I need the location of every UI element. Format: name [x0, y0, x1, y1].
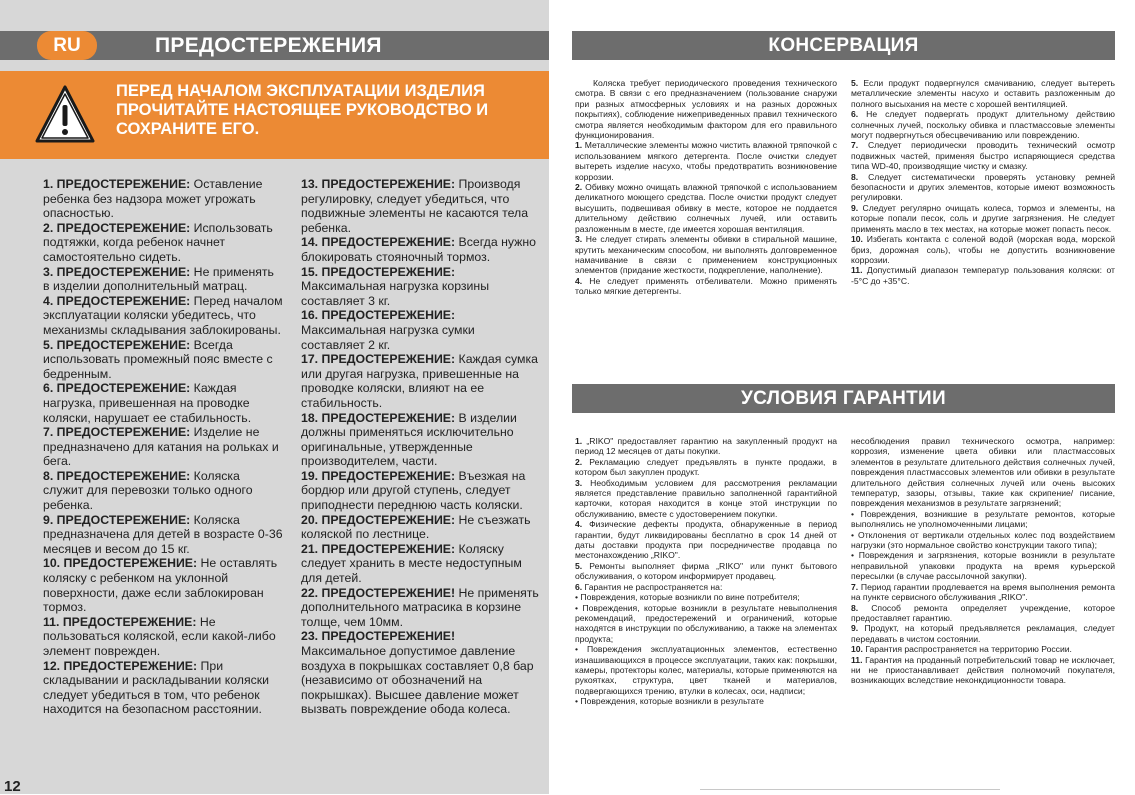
list-item — [575, 561, 837, 582]
warning-triangle-icon — [33, 83, 97, 147]
list-item-label: 22. ПРЕДОСТЕРЕЖЕНИЕ! — [301, 585, 456, 600]
list-item-text: • Повреждения, возникшие в результате ремонтов, которые выполнялись не уполномоченными лицами; — [851, 508, 1115, 530]
list-item-text: • Отклонения от вертикали отдельных колес под воздействием нагрузки (это нормальное свойство конструкции такого типа); — [851, 529, 1115, 551]
warnings-column-2 — [301, 177, 541, 717]
list-item-text: Обивку можно очищать влажной тряпочкой с использованием деликатного моющего средства. После очистки продукт следует высушить, подвешивая обивку в месте, которое не поддается длительному действию солнечных лучей, или оставить разложенным в месте, где имеется хорошая вентиляция. — [575, 182, 837, 234]
list-item-label: 11. ПРЕДОСТЕРЕЖЕНИЕ: — [43, 614, 197, 629]
list-item-text: Всегда нужно блокировать стояночный тормоз. — [301, 235, 537, 264]
list-item — [575, 78, 837, 140]
list-item-text: Максимальное допустимое давление воздуха в покрышках составляет 0,8 бар (независимо от обозначений на покрышках). Высшее давление может вызвать повреждение обода колеса. — [301, 644, 534, 717]
list-item-text: Рекламацию следует предъявлять в пункте продажи, в котором был закуплен продукт. — [575, 456, 837, 478]
list-item-text: • Повреждения и загрязнения, которые возникли в результате неправильной упаковки продукта на время курьерской пересылки (в случае рассылочной закупки). — [851, 550, 1115, 582]
list-item-text: Гарантия не распространяется на: — [582, 581, 723, 592]
list-item-text: В изделии должны применяться исключительно оригинальные, утвержденные производителем, части. — [301, 410, 517, 469]
list-item — [43, 177, 283, 221]
list-item-label: 5. — [851, 78, 859, 88]
maintenance-title: КОНСЕРВАЦИЯ — [572, 31, 1115, 60]
list-item-text: Гарантия на проданный потребительский товар не исключает, ни не приостанавливает действия полномочий покупателя, возникающих вследствие неконкдиционности товара. — [851, 654, 1115, 686]
list-item-text: Способ ремонта определяет учреждение, которое предоставляет гарантию. — [851, 602, 1115, 623]
list-item — [575, 478, 837, 520]
list-item — [575, 519, 837, 561]
list-item — [851, 655, 1115, 686]
list-item — [575, 182, 837, 234]
list-item — [43, 294, 283, 338]
list-item — [851, 265, 1115, 286]
list-item — [301, 177, 541, 235]
list-item-text: Всегда использовать промежный пояс вместе с бедренным. — [43, 337, 273, 381]
warranty-column-1 — [575, 436, 837, 707]
list-item-text: Допустимый диапазон температур пользования коляски: от -5°C до +35°C. — [851, 265, 1115, 286]
list-item — [575, 436, 837, 457]
list-item-label: 10. ПРЕДОСТЕРЕЖЕНИЕ: — [43, 556, 198, 571]
list-item-label: 4. — [575, 519, 583, 530]
list-item — [575, 603, 837, 645]
list-item-text: Не следует стирать элементы обивки в стиральной машине, крутить механическим способом, ни выполнять долговременное намачивание в связи с применением конструкционных элементов (придание жесткости, подкрепление, наполнение). — [575, 234, 837, 276]
list-item-text: Въезжая на бордюр или другой ступень, следует приподнести переднюю часть коляски. — [301, 468, 526, 513]
list-item-label: 5. — [575, 560, 583, 571]
list-item — [301, 308, 541, 352]
list-item — [43, 556, 283, 614]
list-item-text: Ремонты выполняет фирма „RIKO" или пункт бытового обслуживания, о котором информирует продавец. — [575, 560, 837, 582]
list-item-label: 9. — [851, 623, 859, 634]
list-item — [575, 457, 837, 478]
list-item — [301, 513, 541, 542]
list-item-text: • Повреждения эксплуатационных элементов, естественно изнашивающихся в процессе эксплуатации, таких как: покрышки, камеры, протекторы колес, материалы, которые применяются на рукоятках, структура, цвет тканей и материалов, подвергающихся трению, втулки в колесах, оси, надписи; — [575, 644, 837, 696]
list-item-label: 8. — [851, 171, 859, 182]
list-item-label: 6. — [851, 109, 859, 120]
list-item — [575, 592, 837, 602]
list-item-label: 21. ПРЕДОСТЕРЕЖЕНИЕ: — [301, 541, 456, 556]
list-item — [851, 78, 1115, 109]
list-item — [575, 234, 837, 276]
list-item-label: 11. — [851, 654, 863, 665]
list-item-label: 7. ПРЕДОСТЕРЕЖЕНИЕ: — [43, 425, 191, 440]
list-item-label: 8. ПРЕДОСТЕРЕЖЕНИЕ: — [43, 468, 191, 483]
list-item-label: 23. ПРЕДОСТЕРЕЖЕНИЕ! — [301, 629, 456, 644]
list-item — [301, 411, 541, 469]
list-item-label: 10. — [851, 234, 863, 245]
list-item-text: Не применять дополнительного матрасика в корзине толще, чем 10мм. — [301, 585, 539, 629]
list-item — [575, 140, 837, 182]
list-item — [301, 542, 541, 586]
warranty-column-2 — [851, 436, 1115, 686]
list-item-text: • Повреждения, которые возникли по вине потребителя; — [575, 592, 800, 603]
list-item-text: Оставление ребенка без надзора может угрожать опасностью. — [43, 177, 263, 221]
list-item-label: 14. ПРЕДОСТЕРЕЖЕНИЕ: — [301, 235, 456, 250]
list-item-text: Максимальная нагрузка сумки составляет 2 кг. — [301, 322, 475, 352]
list-item-label: 2. — [575, 182, 583, 193]
list-item — [575, 644, 837, 696]
list-item — [43, 221, 283, 265]
list-item-label: 12. ПРЕДОСТЕРЕЖЕНИЕ: — [43, 658, 198, 673]
list-item-text: Избегать контакта с соленой водой (морская вода, морской бриз, дорожная соль), чтобы не допустить возникновение коррозии. — [851, 234, 1115, 265]
list-item-label: 10. — [851, 644, 863, 655]
list-item-label: 4. ПРЕДОСТЕРЕЖЕНИЕ: — [43, 293, 191, 308]
list-item — [43, 469, 283, 513]
list-item-label: 8. — [851, 602, 859, 613]
list-item-text: Коляска предназначена для детей в возрасте 0-36 месяцев и весом до 15 кг. — [43, 512, 283, 556]
list-item-text: Период гарантии продлевается на время выполнения ремонта на пункте сервисного обслуживания „RIKO". — [851, 581, 1115, 603]
list-item — [301, 469, 541, 513]
warning-banner-text: ПЕРЕД НАЧАЛОМ ЭКСПЛУАТАЦИИ ИЗДЕЛИЯ ПРОЧИТАЙТЕ НАСТОЯЩЕЕ РУКОВОДСТВО И СОХРАНИТЕ ЕГО. — [116, 82, 489, 138]
list-item-label: 19. ПРЕДОСТЕРЕЖЕНИЕ: — [301, 468, 456, 483]
list-item — [43, 338, 283, 382]
list-item — [301, 352, 541, 410]
list-item-label: 1. — [575, 436, 583, 446]
list-item-text: Коляска служит для перевозки только одного ребенка. — [43, 468, 253, 513]
list-item — [301, 629, 541, 717]
list-item — [301, 586, 541, 630]
list-item-text: Максимальная нагрузка корзины составляет 3 кг. — [301, 279, 490, 308]
list-item-text: Следует периодически проводить технический осмотр подвижных частей, применяя быстро испаряющиеся средства типа WD-40, производящие чистку и смазку. — [851, 140, 1115, 172]
list-item-text: Коляска требует периодического проведения технического смотра. В связи с его предназначением (пользование снаружи при разных атмосферных условиях и на разных дорожных покрытиях), соблюдение нижеприведенных правил технического смотра является необходимым фактором для его правильного функционирования. — [575, 78, 837, 141]
list-item — [851, 644, 1115, 654]
list-item-text: Не следует применять отбеливатели. Можно применять только мягкие детергенты. — [575, 275, 837, 297]
list-item-text: Не оставлять коляску с ребенком на уклонной поверхности, даже если заблокирован тормоз. — [43, 556, 278, 615]
list-item-label: 6. — [575, 581, 583, 592]
list-item — [851, 603, 1115, 624]
list-item-text: При складывании и раскладывании коляски следует убедиться в том, что ребенок находится на безопасном расстоянии. — [43, 658, 270, 717]
list-item-text: Если продукт подвергнулся смачиванию, следует вытереть металлические элементы насухо и оставить разложенным до полного высыхания на месте с хорошей вентиляцией. — [851, 78, 1115, 109]
warnings-column-1 — [43, 177, 283, 717]
list-item-text: Продукт, на который предъявляется рекламация, следует передавать в чистом состоянии. — [851, 623, 1115, 644]
list-item-label: 9. — [851, 202, 859, 213]
list-item-text: • Повреждения, которые возникли в результате — [575, 696, 764, 707]
list-item-text: Каждая нагрузка, привешенная на проводке коляски, нарушает ее стабильность. — [43, 381, 252, 425]
list-item-text: Использовать подтяжки, когда ребенок начнет самостоятельно сидеть. — [43, 220, 273, 264]
list-item-text: Производя регулировку, следует убедиться, что подвижные элементы не касаются тела ребенка. — [301, 177, 529, 235]
list-item — [43, 513, 283, 557]
list-item-label: 17. ПРЕДОСТЕРЕЖЕНИЕ: — [301, 352, 456, 367]
list-item-label: 16. ПРЕДОСТЕРЕЖЕНИЕ: — [301, 308, 456, 323]
list-item — [43, 381, 283, 425]
list-item — [851, 109, 1115, 140]
list-item-label: 3. ПРЕДОСТЕРЕЖЕНИЕ: — [43, 264, 191, 279]
list-item-text: Изделие не предназначено для катания на рольках и бега. — [43, 425, 279, 469]
list-item-label: 5. ПРЕДОСТЕРЕЖЕНИЕ: — [43, 337, 191, 352]
list-item — [851, 234, 1115, 265]
list-item-text: Перед началом эксплуатации коляски убедитесь, что механизмы складывания заблокированы. — [43, 293, 283, 337]
list-item — [43, 659, 283, 717]
list-item-label: 3. — [575, 234, 583, 245]
list-item — [301, 235, 541, 264]
list-item — [851, 509, 1115, 530]
list-item-label: 18. ПРЕДОСТЕРЕЖЕНИЕ: — [301, 410, 456, 425]
list-item — [851, 140, 1115, 171]
list-item-label: 3. — [575, 477, 583, 488]
list-item-text: Не применять в изделии дополнительный матрац. — [43, 264, 274, 294]
list-item — [851, 203, 1115, 234]
list-item-text: • Повреждения, которые возникли в результате невыполнения рекомендаций, предостережений и ограничений, которые находятся в инструкции по обслуживанию, а также на элементах продукта; — [575, 602, 837, 644]
list-item-text: „RIKO" предоставляет гарантию на закупленный продукт на период 12 месяцев от даты покупки. — [575, 436, 837, 457]
section-title: ПРЕДОСТЕРЕЖЕНИЯ — [155, 34, 382, 57]
list-item — [575, 276, 837, 297]
list-item — [851, 172, 1115, 203]
list-item-label: 4. — [575, 275, 583, 286]
list-item-label: 6. ПРЕДОСТЕРЕЖЕНИЕ: — [43, 381, 191, 396]
list-item-label: 2. ПРЕДОСТЕРЕЖЕНИЕ: — [43, 220, 191, 235]
list-item-label: 9. ПРЕДОСТЕРЕЖЕНИЕ: — [43, 512, 191, 527]
list-item-text: Необходимым условием для рассмотрения рекламации является представление правильно заполненной гарантийной карточки, которая находится в конце этой инструкции по обслуживанию, вместе с удостоверением покупки. — [575, 477, 837, 519]
list-item-text: Гарантия распространяется на территорию России. — [862, 644, 1072, 655]
list-item-text: Металлические элементы можно чистить влажной тряпочкой с использованием мягкого детергента. После очистки следует вытереть изделие насухо, чтобы предотвратить возникновение коррозии. — [575, 140, 837, 182]
list-item-label: 11. — [851, 265, 863, 276]
list-item — [43, 265, 283, 294]
language-badge: RU — [37, 31, 97, 60]
page-number: 12 — [4, 778, 21, 795]
list-item-text: Не съезжать коляской по лестнице. — [301, 512, 531, 542]
list-item — [43, 425, 283, 469]
list-item — [851, 550, 1115, 581]
list-item-label: 13. ПРЕДОСТЕРЕЖЕНИЕ: — [301, 177, 456, 191]
list-item — [575, 696, 837, 706]
divider — [700, 789, 1000, 790]
list-item-text: Коляску следует хранить в месте недоступным для детей. — [301, 541, 522, 586]
maintenance-column-1 — [575, 78, 837, 297]
warranty-title: УСЛОВИЯ ГАРАНТИИ — [572, 384, 1115, 413]
list-item — [301, 265, 541, 309]
list-item-label: 15. ПРЕДОСТЕРЕЖЕНИЕ: — [301, 264, 456, 279]
list-item — [851, 582, 1115, 603]
list-item-text: Не пользоваться коляской, если какой-либо элемент поврежден. — [43, 614, 276, 658]
list-item — [851, 436, 1115, 509]
list-item — [43, 615, 283, 659]
list-item-label: 1. — [575, 140, 583, 151]
list-item-text: Следует систематически проверять установку ремней безопасности и других элементов, которые имеют возможность регулировки. — [851, 171, 1115, 203]
list-item — [851, 623, 1115, 644]
list-item — [575, 582, 837, 592]
list-item-text: Не следует подвергать продукт длительному действию солнечных лучей, поскольку обивка и пластмассовые элементы могут подвергнуться обесцвечиванию или повреждению. — [851, 109, 1115, 141]
list-item-label: 1. ПРЕДОСТЕРЕЖЕНИЕ: — [43, 177, 191, 191]
list-item-label: 20. ПРЕДОСТЕРЕЖЕНИЕ: — [301, 512, 456, 527]
maintenance-column-2 — [851, 78, 1115, 286]
list-item-text: несоблюдения правил технического осмотра, например: коррозия, изменение цвета обивки или пластмассовых элементов в результате длительного действия солнечных лучей, повреждения пластмассовых элементов или обивки в результате длительного действия солнечных лучей или очень высоких температур, зазоры, отзывы, такие как скрипение/ писание, повреждения механизмов в результате загрязнений; — [851, 436, 1115, 509]
list-item-text: Следует регулярно очищать колеса, тормоз и элементы, на которые попали песок, соль и другие загрязнения. Не следует применять масло в тех местах, на которые может попасть песок. — [851, 202, 1115, 234]
list-item-text: Физические дефекты продукта, обнаруженные в период гарантии, будут ликвидированы бесплатно в срок 14 дней от даты доставки продукта при посредничестве продавца по местонахождению „RIKO". — [575, 519, 837, 561]
list-item-label: 7. — [851, 581, 859, 592]
list-item-label: 2. — [575, 456, 583, 467]
list-item-label: 7. — [851, 140, 859, 151]
list-item — [851, 530, 1115, 551]
list-item-text: Каждая сумка или другая нагрузка, привешенные на проводке коляски, влияют на ее стабильность. — [301, 352, 538, 410]
